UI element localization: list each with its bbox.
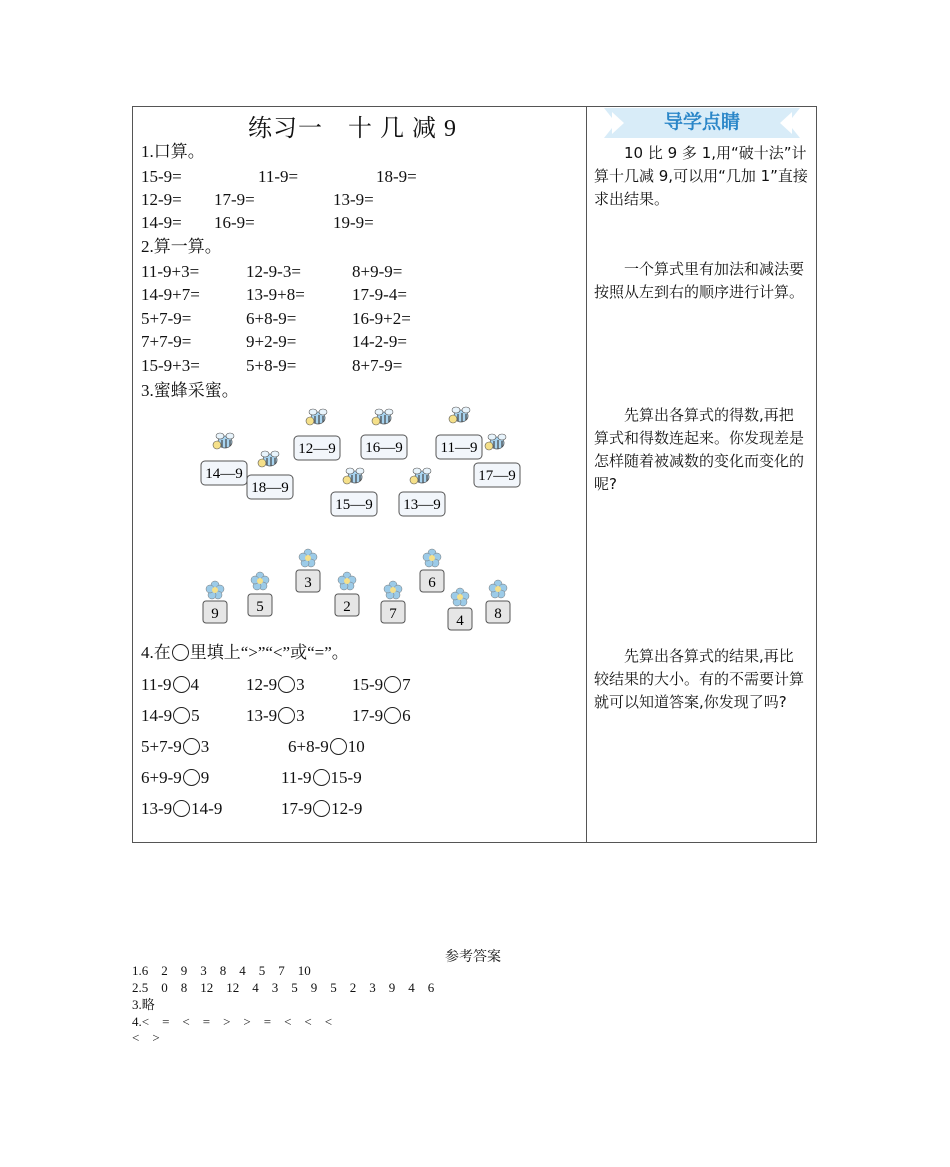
answer-circle[interactable] bbox=[384, 707, 401, 724]
flower-card[interactable] bbox=[296, 549, 320, 592]
answer-line: 1.6 2 9 3 8 4 5 7 10 bbox=[132, 963, 311, 978]
flower-label: 3 bbox=[304, 575, 312, 591]
bee-label: 12—9 bbox=[298, 441, 336, 457]
q1-cell: 11-9= bbox=[258, 167, 299, 186]
flower-label: 4 bbox=[456, 613, 464, 629]
q2-cell: 8+7-9= bbox=[352, 356, 403, 375]
flower-label: 7 bbox=[389, 606, 397, 622]
tip-text: 先算出各算式的得数,再把算式和得数连起来。你发现差是怎样随着被减数的变化而变化的呢? bbox=[594, 406, 805, 493]
answer-circle[interactable] bbox=[183, 769, 200, 786]
bee-card[interactable] bbox=[201, 433, 247, 485]
q2-cell: 8+9-9= bbox=[352, 262, 403, 281]
tip-text: 一个算式里有加法和减法要按照从左到右的顺序进行计算。 bbox=[594, 260, 805, 301]
answer-circle[interactable] bbox=[384, 676, 401, 693]
compare-item: 13-9 14-9 bbox=[141, 799, 223, 818]
answers-title: 参考答案 bbox=[445, 949, 501, 965]
q1-cell: 13-9= bbox=[333, 190, 374, 209]
q2-cell: 5+7-9= bbox=[141, 309, 192, 328]
answer-line: 4.< = < = > > = < < < bbox=[132, 1014, 333, 1029]
compare-item: 5+7-9 3 bbox=[141, 737, 210, 756]
tip-text: 10 比 9 多 1,用“破十法”计算十几减 9,可以用“几加 1”直接求出结果。 bbox=[594, 144, 808, 208]
circle-icon bbox=[172, 644, 189, 661]
answer-circle[interactable] bbox=[278, 676, 295, 693]
answer-line: 3.略 bbox=[132, 997, 155, 1012]
compare-item: 6+9-9 9 bbox=[141, 768, 210, 787]
answer-circle[interactable] bbox=[313, 769, 330, 786]
q1-heading: 1.口算。 bbox=[141, 142, 205, 161]
banner-title: 导学点睛 bbox=[663, 111, 740, 133]
compare-item: 15-9 7 bbox=[352, 675, 411, 694]
compare-item: 12-9 3 bbox=[246, 675, 305, 694]
flower-card[interactable] bbox=[248, 572, 272, 616]
bee-card[interactable] bbox=[247, 451, 293, 499]
q2-cell: 11-9+3= bbox=[141, 262, 200, 281]
flower-card[interactable] bbox=[420, 549, 444, 592]
q2-cell: 15-9+3= bbox=[141, 356, 200, 375]
bee-label: 17—9 bbox=[478, 468, 516, 484]
q1-cell: 18-9= bbox=[376, 167, 417, 186]
compare-item: 14-9 5 bbox=[141, 706, 200, 725]
q1-cell: 16-9= bbox=[214, 213, 255, 232]
q2-cell: 9+2-9= bbox=[246, 332, 297, 351]
q1-cell: 12-9= bbox=[141, 190, 182, 209]
flower-card[interactable] bbox=[486, 580, 510, 623]
flower-label: 8 bbox=[494, 606, 502, 622]
flower-label: 6 bbox=[428, 575, 436, 591]
bee-card[interactable] bbox=[331, 468, 377, 516]
tip-text: 先算出各算式的结果,再比较结果的大小。有的不需要计算就可以知道答案,你发现了吗? bbox=[594, 647, 805, 711]
q1-cell: 15-9= bbox=[141, 167, 182, 186]
bee-label: 15—9 bbox=[335, 497, 373, 513]
q4-heading-pre: 4.在 bbox=[141, 643, 171, 662]
compare-item: 11-9 4 bbox=[141, 675, 200, 694]
q1-cell: 17-9= bbox=[214, 190, 255, 209]
q1-cell: 14-9= bbox=[141, 213, 182, 232]
flower-card[interactable] bbox=[448, 588, 472, 630]
flower-card[interactable] bbox=[335, 572, 359, 616]
q2-cell: 16-9+2= bbox=[352, 309, 411, 328]
answer-circle[interactable] bbox=[173, 800, 190, 817]
q2-cell: 7+7-9= bbox=[141, 332, 192, 351]
flower-label: 9 bbox=[211, 606, 219, 622]
q2-cell: 14-2-9= bbox=[352, 332, 407, 351]
answer-line: < > bbox=[132, 1030, 160, 1045]
bee-card[interactable] bbox=[294, 409, 340, 460]
flower-label: 5 bbox=[256, 599, 264, 615]
q4-heading-post: 里填上“>”“<”或“=”。 bbox=[189, 643, 349, 662]
compare-item: 6+8-9 10 bbox=[288, 737, 365, 756]
bee-card[interactable] bbox=[436, 407, 482, 459]
q2-cell: 6+8-9= bbox=[246, 309, 297, 328]
bee-flower-illustration bbox=[190, 400, 530, 640]
q2-heading: 2.算一算。 bbox=[141, 237, 222, 256]
page-title: 练习一 十 几 减 9 bbox=[248, 116, 457, 142]
flower-label: 2 bbox=[343, 599, 351, 615]
compare-item: 13-9 3 bbox=[246, 706, 305, 725]
bee-label: 14—9 bbox=[205, 466, 243, 482]
q2-cell: 17-9-4= bbox=[352, 285, 407, 304]
answer-circle[interactable] bbox=[313, 800, 330, 817]
compare-item: 17-9 12-9 bbox=[281, 799, 363, 818]
q1-cell: 19-9= bbox=[333, 213, 374, 232]
bee-label: 16—9 bbox=[365, 440, 403, 456]
compare-item: 11-9 15-9 bbox=[281, 768, 362, 787]
answer-circle[interactable] bbox=[330, 738, 347, 755]
bee-card[interactable] bbox=[399, 468, 445, 516]
bee-label: 18—9 bbox=[251, 480, 289, 496]
q2-cell: 14-9+7= bbox=[141, 285, 200, 304]
answer-circle[interactable] bbox=[173, 676, 190, 693]
q2-cell: 13-9+8= bbox=[246, 285, 305, 304]
answer-circle[interactable] bbox=[173, 707, 190, 724]
q2-cell: 5+8-9= bbox=[246, 356, 297, 375]
bee-label: 13—9 bbox=[403, 497, 441, 513]
q4-heading bbox=[141, 642, 349, 664]
flower-card[interactable] bbox=[381, 581, 405, 623]
answer-circle[interactable] bbox=[278, 707, 295, 724]
q2-cell: 12-9-3= bbox=[246, 262, 301, 281]
q3-heading: 3.蜜蜂采蜜。 bbox=[141, 381, 239, 400]
answer-circle[interactable] bbox=[183, 738, 200, 755]
bee-label: 11—9 bbox=[440, 440, 478, 456]
bee-card[interactable] bbox=[361, 409, 407, 459]
flower-card[interactable] bbox=[203, 581, 227, 623]
compare-item: 17-9 6 bbox=[352, 706, 411, 725]
answer-line: 2.5 0 8 12 12 4 3 5 9 5 2 3 9 4 6 bbox=[132, 980, 435, 995]
column-divider bbox=[586, 106, 587, 843]
